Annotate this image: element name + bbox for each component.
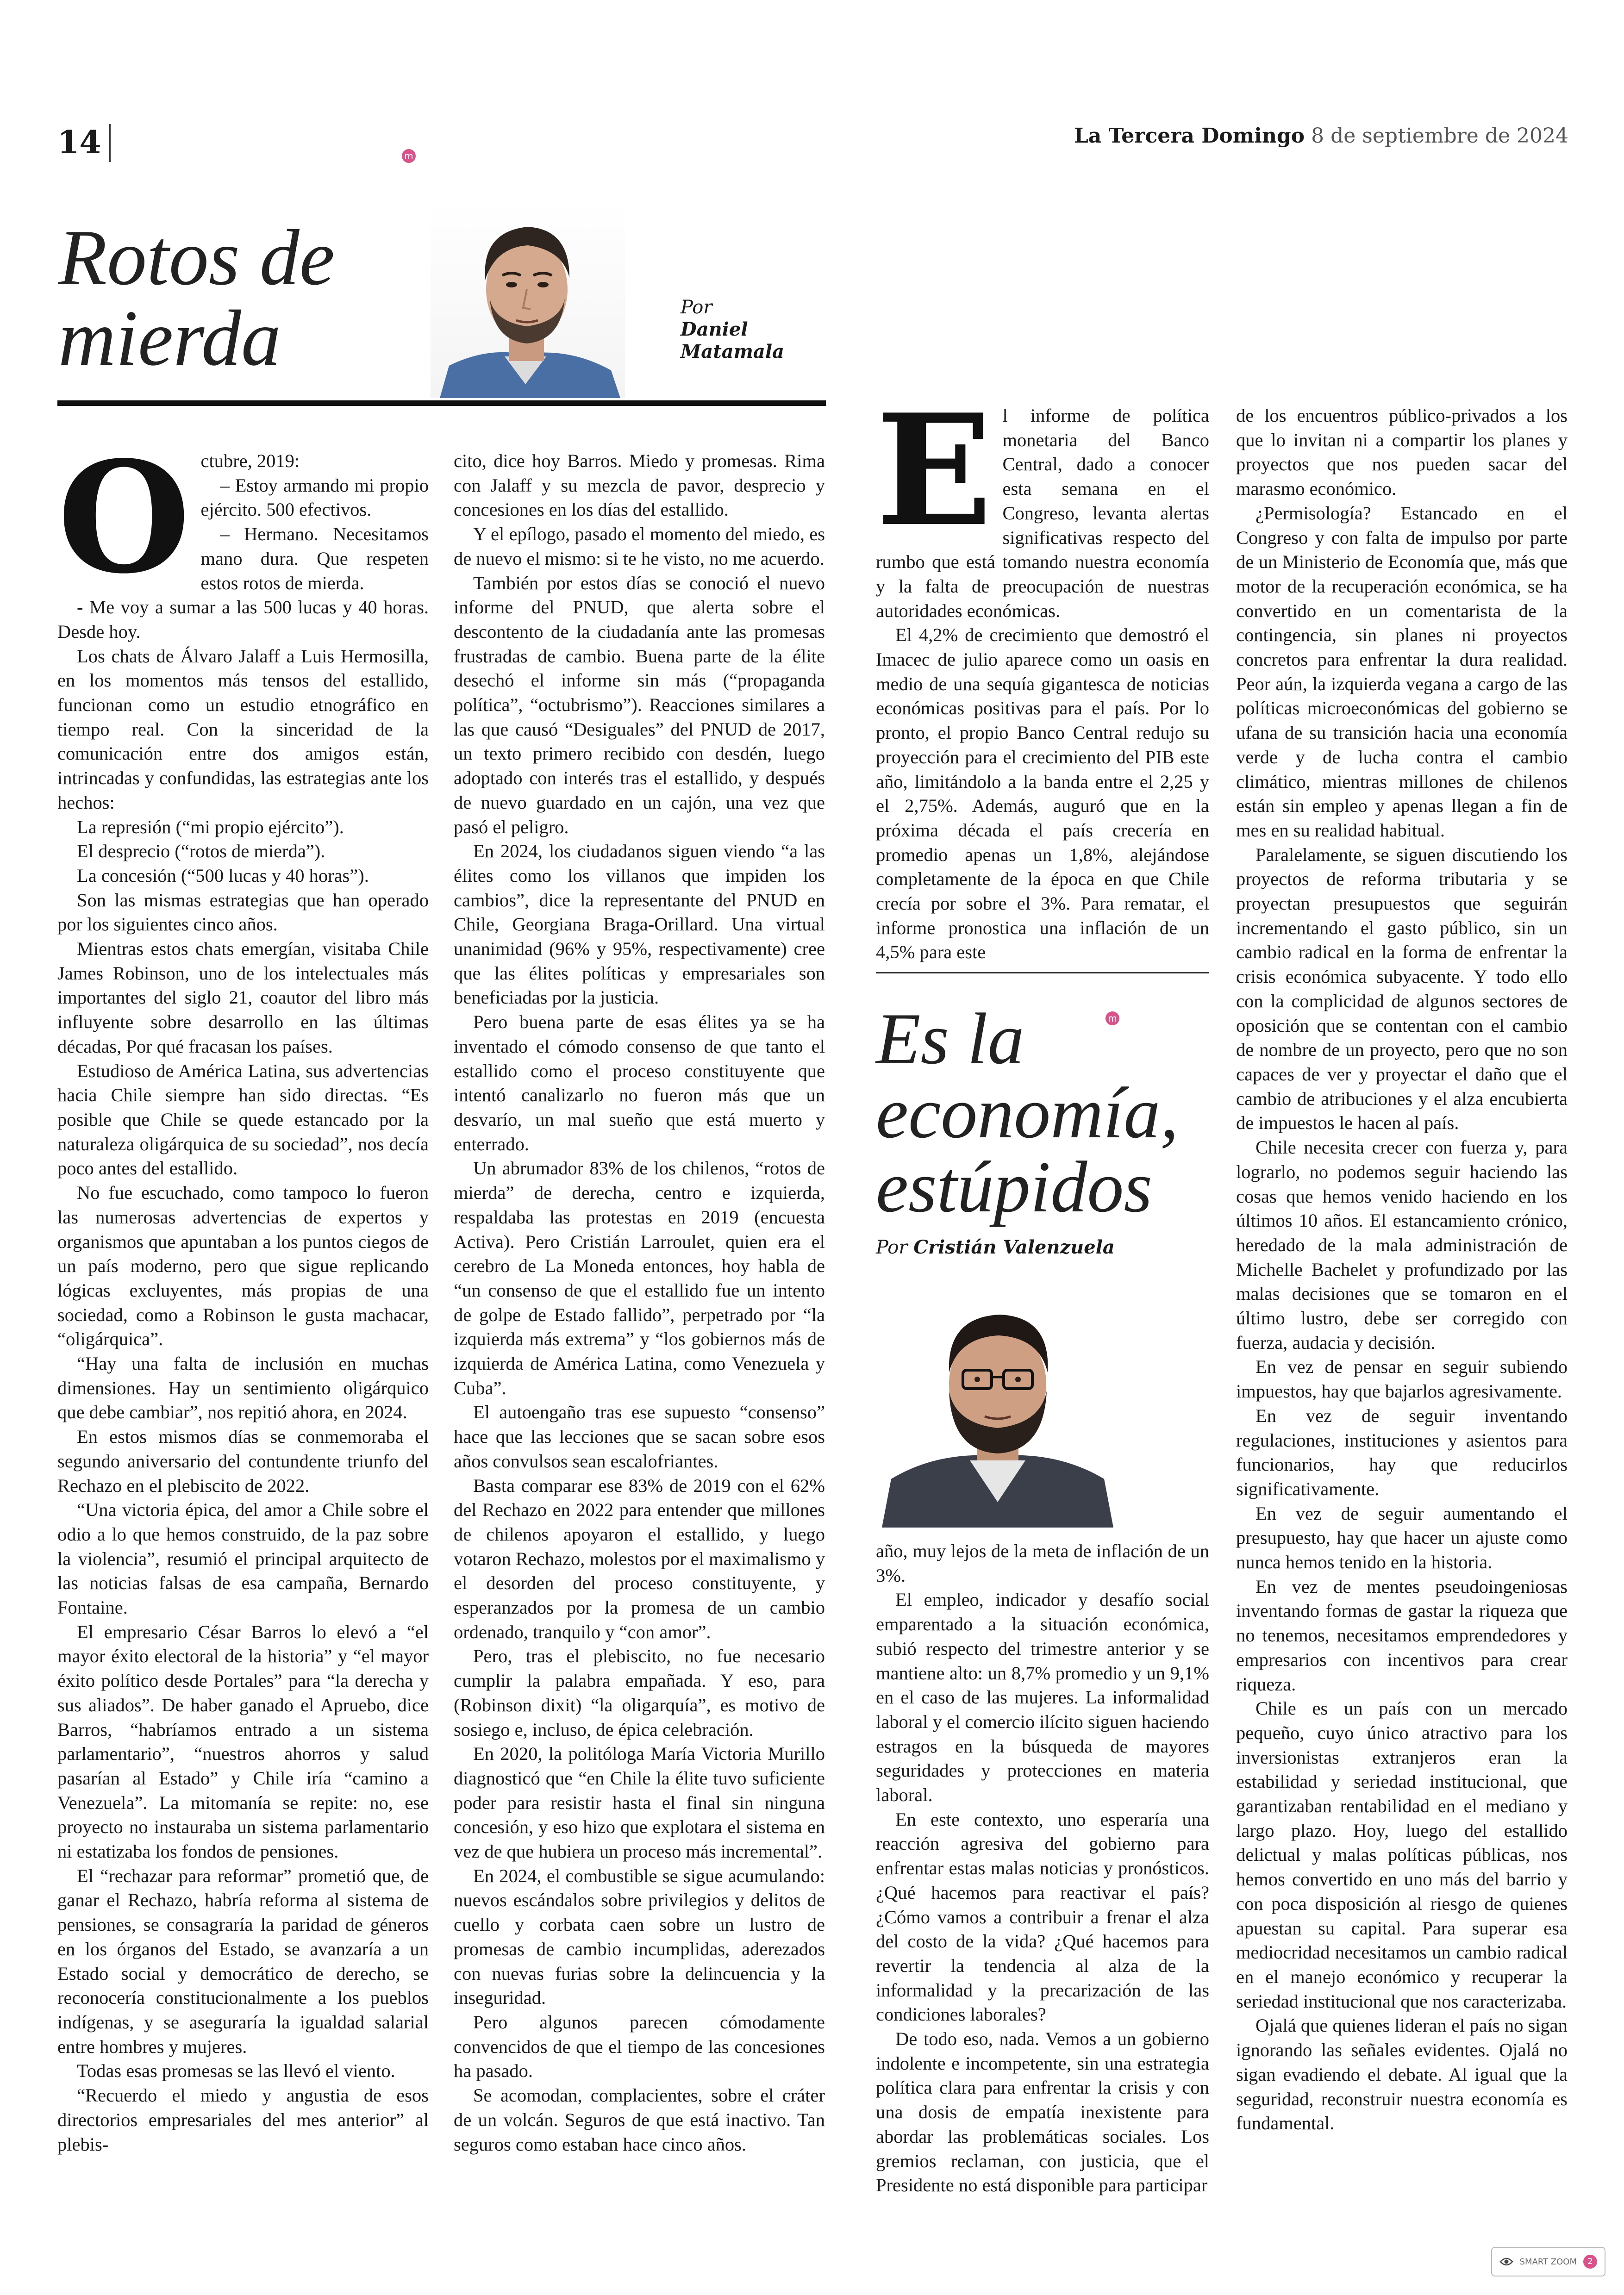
publication-date: 8 de septiembre de 2024: [1311, 124, 1568, 148]
paragraph: El empleo, indicador y desafío social emparentado a la situación económica, subió respecto del trimestre anterior y se mantiene alto: un 8,7% promedio y un 9,1% en el caso de las mujeres. La informalidad laboral y el comercio ilícito siguen haciendo estragos en la búsqueda de mayores seguridades y protecciones en materia laboral.: [876, 1589, 1209, 1806]
heading-rule: [57, 400, 826, 406]
paragraph: El “rechazar para reformar” prometió que, de ganar el Rechazo, habría reforma al sistema de pensiones, se consagraría la paridad de géneros en los órganos del Estado, se avanzaría a un Estado social y democrático de derecho, se reconocería constitucionalmente a los pueblos indígenas, y se aseguraría la igualdad salarial entre hombres y mujeres.: [57, 1865, 429, 2057]
drop-cap: E: [876, 380, 993, 560]
paragraph: La represión (“mi propio ejército”).: [77, 816, 344, 837]
paragraph: La concesión (“500 lucas y 40 horas”).: [77, 865, 369, 886]
paragraph: El empresario César Barros lo elevó a “el mayor éxito electoral de la historia” y “el mayor éxito político desde Portales” para “la derecha y sus aliados”. De haber ganado el Apruebo, dice Barros, “habríamos entrado a un sistema parlamentario”, “nuestros ahorros y salud pasarían al Estado” y Chile iría “camino a Venezuela”. La mitomanía se repite: no, ese proyecto no instauraba un sistema parlamentario ni estatizaba los fondos de pensiones.: [57, 1621, 429, 1862]
paragraph: En estos mismos días se conmemoraba el segundo aniversario del contundente triunfo del Rechazo en el plebiscito de 2022.: [57, 1426, 429, 1496]
paragraph: El 4,2% de crecimiento que demostró el Imacec de julio aparece como un oasis en medio de una sequía gigantesca de noticias económicas positivas para el país. Por lo pronto, el propio Banco Central redujo su proyección para el crecimiento del PIB este año, limitándolo a la banda entre el 2,25 y el 2,75%. Además, auguró que en la próxima década el país crecería en promedio apenas un 1,8%, alejándose completamente de la época en que Chile crecía por sobre el 3%. Para rematar, el informe pronostica una inflación de un 4,5% para este: [876, 624, 1209, 963]
paragraph: cito, dice hoy Barros. Miedo y promesas. Rima con Jalaff y su mezcla de pavor, desprecio y concesiones en los días del estallido.: [454, 450, 825, 520]
paragraph: En vez de pensar en seguir subiendo impuestos, hay que bajarlos agresivamente.: [1236, 1356, 1568, 1402]
paragraph: Pero algunos parecen cómodamente convencidos de que el tiempo de las concesiones ha pasado.: [454, 2012, 825, 2082]
byline-prefix: Por: [681, 297, 712, 318]
section-divider: [876, 972, 1209, 973]
paragraph: – Hermano. Necesitamos mano dura. Que respeten estos rotos de mierda.: [200, 524, 429, 593]
paragraph: En vez de seguir aumentando el presupuesto, hay que hacer un ajuste como nunca hemos tenido en la historia.: [1236, 1503, 1568, 1573]
byline-prefix: Por: [876, 1237, 908, 1258]
paragraph: año, muy lejos de la meta de inflación de un 3%.: [876, 1540, 1209, 1586]
paragraph: Se acomodan, complacientes, sobre el cráter de un volcán. Seguros de que está inactivo. Tan seguros como estaban hace cinco años.: [454, 2085, 825, 2155]
paragraph: – Estoy armando mi propio ejército. 500 efectivos.: [200, 474, 429, 520]
paragraph: Basta comparar ese 83% de 2019 con el 62% del Rechazo en 2022 para entender que millones de chilenos apoyaron el estallido, y luego votaron Rechazo, molestos por el maximalismo y el desorden del proceso constituyente, y esperanzados por la promesa de un cambio ordenado, tranquilo y “con amor”.: [454, 1475, 825, 1642]
paragraph: Pero buena parte de esas élites ya se ha inventado el cómodo consenso de que tanto el estallido como el proceso constituyente que intentó canalizarlo no fueron más que un desvarío, un mal sueño que está muerto y enterrado.: [454, 1011, 825, 1154]
paragraph: En vez de seguir inventando regulaciones, instituciones y asientos para funcionarios, hay que reducirlos significativamente.: [1236, 1405, 1568, 1499]
paragraph: Todas esas promesas se las llevó el viento.: [77, 2060, 395, 2082]
paragraph: No fue escuchado, como tampoco lo fueron las numerosas advertencias de expertos y organismos que apuntaban a los puntos ciegos de un país moderno, pero que sigue replicando lógicas excluyentes, más propias de una sociedad, como a Robinson le gusta machacar, “oligárquica”.: [57, 1182, 429, 1350]
paragraph: Son las mismas estrategias que han operado por los siguientes cinco años.: [57, 889, 429, 935]
author-name: Daniel Matamala: [681, 318, 784, 362]
article-byline: [876, 1236, 1115, 1259]
paragraph: Pero, tras el plebiscito, no fue necesario cumplir la palabra empañada. Y eso, para (Robinson dixit) “la oligarquía”, es motivo de sosiego e, incluso, de épica celebración.: [454, 1646, 825, 1740]
lead-paragraph: l informe de política monetaria del Banco Central, dado a conocer esta semana en el Congreso, levanta alertas significativas respecto del rumbo que está tomando nuestra economía y la falta de preocupación de nuestras autoridades económicas.: [876, 405, 1209, 621]
pink-circle-logo-icon: m: [402, 149, 416, 163]
paragraph: Ojalá que quienes lideran el país no sigan ignorando las señales evidentes. Ojalá no sigan evadiendo el debate. Al igual que la seguridad, reconstruir nuestra economía es fundamental.: [1236, 2015, 1568, 2134]
smart-zoom-label: SMART ZOOM: [1519, 2257, 1577, 2267]
paragraph: En este contexto, uno esperaría una reacción agresiva del gobierno para enfrentar estas malas noticias y pronósticos. ¿Qué hacemos para reactivar el país? ¿Cómo vamos a contribuir a frenar el alza del costo de la vida? ¿Qué hacemos para revertir la tendencia al alza de la informalidad y la precarización de las condiciones laborales?: [876, 1809, 1209, 2025]
paragraph: Y el epílogo, pasado el momento del miedo, es de nuevo el mismo: si te he visto, no me acuerdo.: [454, 524, 825, 569]
paragraph: Estudioso de América Latina, sus advertencias hacia Chile siempre han sido directas. “Es posible que Chile se quede estancado por la naturaleza oligárquica de su sociedad”, nos decía poco antes del estallido.: [57, 1060, 429, 1179]
author-name: Cristián Valenzuela: [913, 1236, 1115, 1258]
paragraph: Chile necesita crecer con fuerza y, para lograrlo, no podemos seguir haciendo las cosas que hemos venido haciendo en los últimos 10 años. El estancamiento crónico, heredado de la mala administración de Michelle Bachelet y profundizado por las malas decisiones que se tomaron en el último lustro, debe ser corregido con fuerza, audacia y decisión.: [1236, 1137, 1568, 1353]
paragraph: De todo eso, nada. Vemos a un gobierno indolente e incompetente, sin una estrategia política clara para enfrentar la crisis y con una dosis de empatía inexistente para abordar las problemáticas sociales. Los gremios reclaman, con justicia, que el Presidente no está disponible para participar: [876, 2028, 1209, 2196]
paragraph: Chile es un país con un mercado pequeño, cuyo único atractivo para los inversionistas extranjeros eran la estabilidad y seriedad institucional, que garantizaban rentabilidad en el mediano y largo plazo. Hoy, luego del estallido delictual y malas políticas públicas, nos hemos convertido en uno más del barrio y con poca disposición al riesgo de quienes apuestan su capital. Para superar esa mediocridad necesitamos un cambio radical en el manejo económico y recuperar la seriedad institucional que nos caracterizaba.: [1236, 1698, 1568, 2012]
page-number: 14: [57, 124, 101, 161]
paragraph: Mientras estos chats emergían, visitaba Chile James Robinson, uno de los intelectuales más importantes del siglo 21, coautor del libro más influyente sobre desarrollo en las últimas décadas, Por qué fracasan los países.: [57, 938, 429, 1057]
smart-zoom-button[interactable]: [1491, 2247, 1605, 2276]
paragraph: “Una victoria épica, del amor a Chile sobre el odio a lo que hemos construido, de la paz sobre la violencia”, resumió el principal arquitecto de las noticias falsas de esa campaña, Bernardo Fontaine.: [57, 1499, 429, 1618]
paragraph: - Me voy a sumar a las 500 lucas y 40 horas. Desde hoy.: [57, 597, 429, 642]
paragraph: “Recuerdo el miedo y angustia de esos directorios empresariales del mes anterior” al plebis-: [57, 2085, 429, 2155]
paragraph: Los chats de Álvaro Jalaff a Luis Hermosilla, en los momentos más tensos del estallido, funcionan como un estudio etnográfico en tiempo real. Con la sinceridad de la comunicación entre dos amigos están, intrincadas y confundidas, las estrategias ante los hechos:: [57, 645, 429, 813]
masthead: [1074, 122, 1568, 150]
article-byline: [681, 296, 801, 363]
drop-cap: O: [57, 428, 191, 607]
article-column: [57, 428, 429, 2157]
article-title: Rotos de mierda: [58, 214, 335, 382]
paragraph: En vez de mentes pseudoingeniosas inventando formas de gastar la riqueza que no tenemos, necesitamos emprendedores y empresarios con incentivos para crear riqueza.: [1236, 1576, 1568, 1695]
eye-icon: [1499, 2257, 1513, 2266]
page-number-divider: [109, 124, 111, 162]
article-column: [876, 1539, 1209, 2198]
lead-paragraph: ctubre, 2019:: [200, 450, 300, 471]
paragraph: Paralelamente, se siguen discutiendo los proyectos de reforma tributaria y se proyectan presupuestos que seguirán incrementando el gasto público, sin un cambio radical en la forma de enfrentar la crisis económica subyacente. Y todo ello con la complicidad de algunos sectores de oposición que se contentan con el cambio de nombre de un proyecto, pero que no son capaces de ver y proyectar el daño que el cambio de atribuciones y el alza encubierta de impuestos le hacen al país.: [1236, 844, 1568, 1134]
paragraph: En 2020, la politóloga María Victoria Murillo diagnosticó que “en Chile la élite tuvo suficiente poder para resistir hasta el final sin ninguna concesión, y eso hizo que explotara el sistema en vez de que hubiera un proceso más incremental”.: [454, 1743, 825, 1862]
article-column: [876, 380, 1209, 965]
author-photo: [431, 199, 625, 398]
paragraph: El autoengaño tras ese supuesto “consenso” hace que las lecciones que se sacan sobre esos años convulsos sean escalofriantes.: [454, 1402, 825, 1472]
pink-circle-logo-icon: m: [1106, 1011, 1119, 1025]
paragraph: Un abrumador 83% de los chilenos, “rotos de mierda” de derecha, centro e izquierda, respaldaba las protestas en 2019 (encuesta Activa). Pero Cristián Larroulet, quien era el cerebro de La Moneda entonces, hoy habla de “un consenso de que el estallido fue un intento de golpe de Estado fallido”, perpetrado por “la izquierda más extrema” y “los gobiernos más de izquierda de América Latina, como Venezuela y Cuba”.: [454, 1158, 825, 1398]
paragraph: ¿Permisología? Estancado en el Congreso y con falta de impulso por parte de un Ministerio de Economía que, más que motor de la recuperación económica, se ha convertido en un comentarista de la contingencia, sin planes ni proyectos concretos para enfrentar la dura realidad. Peor aún, la izquierda vegana a cargo de las políticas microeconómicas del gobierno se ufana de su transición hacia una economía verde y de lucha contra el cambio climático, mientras millones de chilenos están sin empleo y apenas llegan a fin de mes en su realidad habitual.: [1236, 502, 1568, 841]
article-column: [454, 449, 825, 2157]
paragraph: También por estos días se conoció el nuevo informe del PNUD, que alerta sobre el descontento de la ciudadanía ante las promesas frustradas de cambio. Buena parte de la élite desechó el informe sin más (“propaganda política”, “octubrismo”). Reacciones similares a las que causó “Desiguales” del PNUD de 2017, un texto primero recibido con desdén, luego adoptado con interés tras el estallido, y después de nuevo guardado en un cajón, una vez que pasó el peligro.: [454, 572, 825, 837]
publication-name: La Tercera Domingo: [1074, 124, 1305, 148]
paragraph: “Hay una falta de inclusión en muchas dimensiones. Hay un sentimiento oligárquico que debe cambiar”, nos repitió ahora, en 2024.: [57, 1353, 429, 1423]
paragraph: En 2024, los ciudadanos siguen viendo “a las élites como los villanos que impiden los cambios”, dice la representante del PNUD en Chile, Georgiana Braga-Orillard. Una virtual unanimidad (96% y 95%, respectivamente) cree que las élites políticas y empresariales son beneficiadas por la justicia.: [454, 841, 825, 1008]
author-photo: [877, 1285, 1118, 1528]
paragraph: En 2024, el combustible se sigue acumulando: nuevos escándalos sobre privilegios y delitos de cuello y corbata caen sobre un lustro de promesas de cambio incumplidas, aderezados con nuevas furias sobre la delincuencia y la inseguridad.: [454, 1865, 825, 2008]
smart-zoom-count: 2: [1583, 2255, 1597, 2269]
paragraph: El desprecio (“rotos de mierda”).: [77, 841, 325, 862]
article-column: [1236, 404, 1568, 2136]
article-title: Es la economía, estúpidos: [876, 998, 1179, 1228]
paragraph: de los encuentros público-privados a los que lo invitan ni a compartir los planes y proyectos que nos pueden sacar del marasmo económico.: [1236, 405, 1568, 499]
